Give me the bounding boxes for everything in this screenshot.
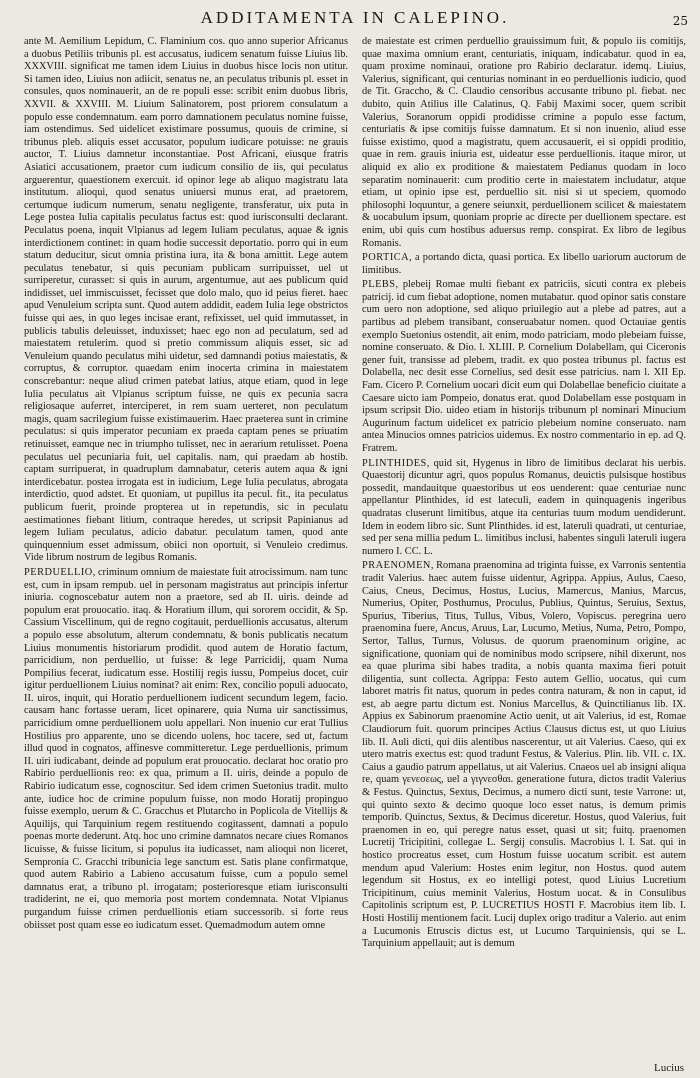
dictionary-entry (24, 36, 348, 565)
text-columns (24, 36, 686, 1064)
page-number: 25 (672, 14, 688, 28)
entry-headword: PORTICA (362, 252, 410, 264)
left-column (24, 36, 348, 1064)
running-header (0, 0, 700, 34)
dictionary-entry: PRAENOMEN, Romana praenomina ad triginta fuisse, ex Varronis sententia tradit Valerius. haec autem fuisse uidentur, Agrippa. Appius, Aulus, Caeso, Caius, Cneus, Decimus, Hostus, Lucius, Mamercus, Manius, Marcus, Numerius, Opiter, Posthumus, Proculus, Publius, Quintus, Seruius, Sextus, Spurius, Tiberius, Titus, Tullus, Vibus, Volero, Vopiscus. peregrina uero praenomina fuere, Ancus, Aruus, Lar, Lucumo, Metius, Numa, Petro, Pompo, Sertor, Tallus, Turnus, Volusus. de quorum praenominum origine, ac significatione, quoniam qui de nominibus modo scripsere, nihil dixerunt, nos ea quae plurima sibi habes tradita, a nobis quanta maxima fieri potuit diligentia, sunt collecta. Agrippa: Festo autem Gellio, uocatus, qui cum laboret matris fit natus, quorum in pedes contra naturam, & non in caput, id est, ab aegre partu dictum est. Nonius Marcellus, & Quinctilianus lib. IX. Appius ex Sabinorum praenomine Actio uenit, ut ait Valerius, id est, Romae Claudiorum fuit. quorum principes Actius Clausus dictus est, ut quo Liuius lib. II. Auli dicti, qui diis alentibus nascerentur, ut ait Valerius. Caeso, qui ex utero matris exectus est: quod tradunt Festus, & Valerius. Plin. lib. VII. c. IX. Caius a gaudio patrum appellatus, ut ait Valerius. Cnaeos uel ab insigni aliqua re, quam γενεσεως, uel a γιγνεσθαι. generatione futura, dictos tradit Valerius & Festus. Quinctus, Sextus, Decimus, a numero dicti sunt, teste Varrone: ut, qui quinto sexto & decimo quoque loco esset natus, is demum primis temporib. Quinctus, Sextus, & Decimus diceretur. Hostus, quod Valerius, fuit praenomen in eo, qui peregre natus esset, quasi ut sit; fuitq. praenomen Lucretij Tricipitini, collegae L. Sergij consulis. Macrobius l. I. Sat. qui in hostico procreatus esset, cum Hostum fuisse uocatum scribit. est autem mendum apud Valerium: Hostes enim legitur, non Hostus. quod autem legendum sit Hostus, ex eo intelligi potest, quod Liuius Lucretium Tricipitinum, cuius meminit Valerius, Hostum uocat. & in Consulibus Capitolinis scriptum est, P. LUCRETIUS HOSTI F. Macrobius item lib. I. Hosti Hostilij mentionem facit. Lucij duplex origo traditur a Valerio. aut enim a Lucumonis Etruscis dictus est, ut Lucumo Tarquiniensis, qui se L. Tarquinium appellauit; aut is demum (362, 560, 686, 950)
dictionary-entry: PLINTHIDES, quid sit, Hygenus in libro de limitibus declarat his uerbis. Quaestorij dicuntur agri, quos populus Romanus, deuictis pulsisque hostibus possedit, mandauitque quaestoribus ut eos uenderent: quae centuriae nunc appellantur Plinthides, id est lateculi, eadem in quinquagenis ingeribus quadratas cluserunt limitibus, atque ita centurias tuum modum uendiderunt. Idem in eodem libro sic. Sunt Plinthides. id est, lateruli quadrati, ut centuriae, sed per sena millia pedum L. limitibus inclusi, habentes singuli lateruli iugera numero I. CC. L. (362, 457, 686, 557)
dictionary-entry: PORTICA, a portando dicta, quasi portica. Ex libello uariorum auctorum de limitibus. (362, 252, 686, 276)
entry-text: Romana praenomina ad triginta fuisse, ex Varronis sententia tradit Valerius. haec autem fuisse uidentur, Agrippa. Appius, Aulus, Caeso, Caius, Cneus, Decimus, Hostus, Lucius, Mamercus, Manius, Marcus, Numerius, Opiter, Posthumus, Proculus, Publius, Quintus, Seruius, Sextus, Spurius, Tiberius, Titus, Tullus, Vibus, Volero, Vopiscus. peregrina uero praenomina fuere, Ancus, Aruus, Lar, Lucumo, Metius, Numa, Petro, Pompo, Sertor, Tallus, Turnus, Volusus. de quorum praenominum origine, ac significatione, quoniam qui de nominibus modo scripsere, nihil dixerunt, nos ea quae plurima sibi habes tradita, a nobis quanta maxima fieri potuit diligentia, sunt collecta. Agrippa: Festo autem Gellio, uocatus, qui cum laboret matris fit natus, quorum in pedes contra naturam, & non in caput, id est, ab aegre partu dictum est. Nonius Marcellus, & Quinctilianus lib. IX. Appius ex Sabinorum praenomine Actio uenit, ut ait Valerius, id est, Romae Claudiorum fuit. quorum principes Actius Clausus dictus est, ut quo Liuius lib. II. Auli dicti, qui diis alentibus nascerentur, ut ait Valerius. Caeso, qui ex utero matris exectus est: quod tradunt Festus, & Valerius. Plin. lib. VII. c. IX. Caius a gaudio patrum appellatus, ut ait Valerius. Cnaeos uel ab insigni aliqua re, quam γενεσεως, uel a γιγνεσθαι. generatione futura, dictos tradit Valerius & Festus. Quinctus, Sextus, Decimus, a numero dicti sunt, teste Varrone: ut, qui quinto sexto & decimo quoque loco esset natus, is demum primis temporib. Quinctus, Sextus, & Decimus diceretur. Hostus, quod Valerius, fuit praenomen in eo, qui peregre natus esset, quasi ut sit; fuitq. praenomen Lucretij Tricipitini, collegae L. Sergij consulis. Macrobius l. I. Sat. qui in hostico procreatus esset, cum Hostum fuisse uocatum scribit. est autem mendum apud Valerium: Hostes enim legitur, non Hostus. quod autem legendum sit Hostus, ex eo intelligi potest, quod Liuius Lucretium Tricipitinum, cuius meminit Valerius, Hostum uocat. & in Consulibus Capitolinis scriptum est, P. LUCRETIUS HOSTI F. Macrobius item lib. I. Hosti Hostilij mentionem facit. Lucij duplex origo traditur a Valerio. aut enim a Lucumonis Etruscis dictus est, ut Lucumo Tarquiniensis, qui se L. Tarquinium appellauit; aut is demum (362, 560, 686, 950)
entry-text: a portando dicta, quasi portica. Ex libello uariorum auctorum de limitibus. (362, 252, 686, 276)
entry-text: criminum omnium de maiestate fuit atrocissimum. nam tunc est, cum in ipsam rempub. uel in personam magistratus aut principis infertur iniuria. cognoscebatur autem non a praetore, sed ab II. uiris. deinde ad populum erat prouocatio. itaq. & Horatium illum, qui sororem occidit, & Sp. Cassium Viscellinum, qui de regno cogitauit, perduellionis accusatus, alterum a populo esse absolutum, alterum condemnatu, & bonis publicatis necatum Liuius monumentis historiarum prodidit. quod autem de Horatio factum, parricidium, non perduellio, ut fuisse: & lege Parricidij, quam Numa Pompilius fecerat, iudicatum esse. Hostilij regis iussu, Pompeius docet, cuir igitur perduellionem Liuius nominat? ait enim: Rex, concilio populi aduocato, II. uiros, inquit, qui Horatio perduellionem iudicent secundum legem, facio. causam hanc fortasse ueram, licet opinarere, quia Numa uir sanctissimus, parricidium omne perduellionem uolu appellari. Non inuenio cur erat Tullius Hostilius pro apparente, uno se dicendo uolens, hoc tacere, sed ut, factum illud quod in cognatos, affinesve committeretur. Lege perduellionis, primum II. uiri iudicabant, deinde ad populum erat prouocatio. declarat hoc oratio pro Rabirio perduellionis reo: ex qua, primum a II. uiris, deinde a populo de Rabirio iudicatum esse, cognoscitur. Sed idem crimen Suetonius tradit. multo ante, iudice hoc de crimine populum fuisse, non modo Horatij propinguo fuisse exemplo, uerum & C. Gracchus et Plutarcho in Poplicola de Vitellijs & Aquilijs, qui Tarquinium regem restituendo cogitassent, damnati a populo poenas morte dederunt. Atq. hoc uno crimine damnatos necare ciues Romanos licuisse, & fuisse licitum, si populus ita iudicasset, nam alioqui non liceret, Sempronia C. Gracchi tribunicia lege sanctum est. Satis plane confirmatque, quod autem Rabirio a Labieno accusatum fuisse, cum a populo semel damnatus erat, a tribuno pl. irrogatam; posterioresque etiam iurisconsulti tradiderint, ne ei, quo memoria post mortem condemnata. Notat Vlpianus purgandum fuisse crimen perduellionis etiam successorib. si forte reus obiisset post quam esse eo iudicatum esset. Quemadmodum autem omne (24, 566, 348, 931)
entry-headword: PLEBS (362, 279, 396, 291)
entry-text: quid sit, Hygenus in libro de limitibus declarat his uerbis. Quaestorij dicuntur agri, quos populus Romanus, deuictis pulsisque hostibus possedit, mandauitque quaestoribus ut eos uenderent: quae centuriae nunc appellantur Plinthides, id est lateculi, eadem in quinquagenis ingeribus quadratas cluserunt limitibus, atque ita centurias tuum modum uendiderunt. Idem in eodem libro sic. Sunt Plinthides. id est, lateruli quadrati, ut centuriae, sed per sena millia pedum L. limitibus inclusi, habentes singuli lateruli iugera numero I. CC. L. (362, 457, 686, 557)
entry-text: de maiestate est crimen perduellio grauissimum fuit, & populo iis comitijs, quae maxima omnium erant, centuriatis, iniquam, indicabatur. quod in ea, quam proxime nominaui, oratione pro Rabirio declaratur. idemq. Liuius, Valerius, significant, qui centurias nominant in eo perduellionis iudicio, quod de Tit. Graccho, & C. Claudio censoribus accusante tribuno pl. fiebat. nec dubito, quin Atilius ille Calatinus, Q. Fabij Maximi socer, quem scribit Valerius, Soranorum oppidi prodidisse crimine a populo esse factum, centuriatis & ipse comitijs fuisse damnatum. Et si non inuenio, aliud esse fuisse existimo, quod a magistratu, quem accusauerit, ei si oppidi proditio, quae in rem. grauis iniuria est, uideatur esse perduellionis. itaque miror, ut aliquid ex alio ex proditione & maiestatem Pedianus quodam in loco separatim nominauerit: cum proditio certe in maiestatem includatur, atque etiam, ut opinio ipse est, perduellio sit. nisi si ut speciem, quomodo philosophi loquuntur, a genere seiunxit, perduellionem scilicet & maiestatem & uocabulum ipsum, quoniam proprie ac directe per duellionem spectare. est enim, ubi quis cum hostibus aduersus remp. conspirat. Ex libro de legibus Romanis. (362, 36, 686, 249)
entry-headword: PLINTHIDES (362, 457, 427, 469)
entry-headword: PRAENOMEN (362, 560, 431, 572)
dictionary-entry: PERDUELLIO, criminum omnium de maiestate fuit atrocissimum. nam tunc est, cum in ipsam rempub. uel in personam magistratus aut principis infertur iniuria. cognoscebatur autem non a praetore, sed ab II. uiris. deinde ad populum erat prouocatio. itaq. & Horatium illum, qui sororem occidit, & Sp. Cassium Viscellinum, qui de regno cogitauit, perduellionis accusatus, alterum a populo esse absolutum, alterum condemnatu, & bonis publicatis necatum Liuius monumentis historiarum prodidit. quod autem de Horatio factum, parricidium, non perduellio, ut fuisse: & lege Parricidij, quam Numa Pompilius fecerat, iudicatum esse. Hostilij regis iussu, Pompeius docet, cuir igitur perduellionem Liuius nominat? ait enim: Rex, concilio populi aduocato, II. uiros, inquit, qui Horatio perduellionem iudicent secundum legem, facio. causam hanc fortasse ueram, licet opinarere, quia Numa uir sanctissimus, parricidium omne perduellionem uolu appellari. Non inuenio cur erat Tullius Hostilius pro apparente, uno se dicendo uolens, hoc tacere, sed ut, factum illud quod in cognatos, affinesve committeretur. Lege perduellionis, primum II. uiri iudicabant, deinde ad populum erat prouocatio. declarat hoc oratio pro Rabirio perduellionis reo: ex qua, primum a II. uiris, deinde a populo de Rabirio iudicatum esse, cognoscitur. Sed idem crimen Suetonius tradit. multo ante, iudice hoc de crimine populum fuisse, non modo Horatij propinguo fuisse exemplo, uerum & C. Gracchus et Plutarcho in Poplicola de Vitellijs & Aquilijs, qui Tarquinium regem restituendo cogitassent, damnati a populo poenas morte dederunt. Atq. hoc uno crimine damnatos necare ciues Romanos licuisse, & fuisse licitum, si populus ita iudicasset, nam alioqui non liceret, Sempronia C. Gracchi tribunicia lege sanctum est. Satis plane confirmatque, quod autem Rabirio a Labieno accusatum fuisse, cum a populo semel damnatus erat, a tribuno pl. irrogatam; posterioresque etiam iurisconsulti tradiderint, ne ei, quo memoria post mortem condemnata. Notat Vlpianus purgandum fuisse crimen perduellionis etiam successorib. si forte reus obiisset post quam esse eo iudicatum esset. Quemadmodum autem omne (24, 566, 348, 931)
running-title: ADDITAMENTA IN CALEPINO. (200, 8, 510, 27)
entry-headword: PERDUELLIO (24, 566, 93, 578)
right-column (362, 36, 686, 1064)
dictionary-entry (362, 36, 686, 250)
entry-text: plebeij Romae multi fiebant ex patriciis, sicuti contra ex plebeis patricij. id cum fiebat adoptione, nomen mutabatur. quod opinor satis constare cum uero non adoptione, sed aliquo priuilegio aut a plebe ad patres, aut a partibus ad plebem transibant, conseruabatur nomen. quod Octauiae gentis exemplo Suetonius ostendit, ait enim, modo patriciam, modo plebeiam fuisse, nomine conseruato. & Dio. l. XLIII. P. Cornelium Dolabellam, qui Ciceronis gener fuit, transisse ad plebem, tradit. ex quo postea tribunus pl. factus est Dolabella, nec desit esse Cornelius, sed desit esse patricius. nam l. XII Ep. Fam. Cicero P. Cornelium uocari dicit eum qui Dolabellae beneficio ciuitate a Caesare uicto iam Pompeio, donatus erat. quod Dolabellam esse postquam in ipsum scripsit Dio. uideo etiam in historijs tribunum pl nominari Minucium Augurinum factum uidelicet ex patricio plebeium nomine conseruato. nam antea Minucios omnes patricios uidemus. Ex nostro commentario in ep. ad Q. Fratrem. (362, 279, 686, 454)
catchword: Lucius (654, 1062, 684, 1074)
dictionary-entry: PLEBS, plebeij Romae multi fiebant ex patriciis, sicuti contra ex plebeis patricij. id cum fiebat adoptione, nomen mutabatur. quod opinor satis constare cum uero non adoptione, sed aliquo priuilegio aut a plebe ad patres, aut a partibus ad plebem transibant, conseruabatur nomen. quod Octauiae gentis exemplo Suetonius ostendit, ait enim, modo patriciam, modo plebeiam fuisse, nomine conseruato. & Dio. l. XLIII. P. Cornelium Dolabellam, qui Ciceronis gener fuit, transisse ad plebem, tradit. ex quo postea tribunus pl. factus est Dolabella, nec desit esse Cornelius, sed desit esse patricius. nam l. XII Ep. Fam. Cicero P. Cornelium uocari dicit eum qui Dolabellae beneficio ciuitate a Caesare uicto iam Pompeio, donatus erat. quod Dolabellam esse postquam in ipsum scripsit Dio. uideo etiam in historijs tribunum pl nominari Minucium Augurinum factum uidelicet ex patricio plebeium nomine conseruato. nam antea Minucios omnes patricios uidemus. Ex nostro commentario in ep. ad Q. Fratrem. (362, 279, 686, 454)
entry-text: ante M. Aemilium Lepidum, C. Flaminium cos. quo anno superior Africanus a duobus Petiliis tribunis pl. est accusatus, iudicem senatum fuisse Liuius lib. XXXVIII. significat me tamen idem Liuius in duobus hisce locis non utitur. Si tamen ideo, Liuius non adiicit, senatus ne, an peculatus tribunis pl. esset in consules, quos nominauerit, an de re populi esse: scribit enim duobus libris, XXVII. & XXVIII. M. Liuium Salinatorem, post priorem consulatum a populo esse condemnatum. eam porro damnationem peculatus nomine fuisse, iam ostendimus. Sed uidelicet existimare possumus, quouis de crimine, si tribunus pleb. aliquis esset accusator, populum iudicare potuisse: ne grauis auctor, T. Liuius damnetur inconstantiae. Post Africani, eiusque fratris Asiatici accusationem, praetor cum iudicum consilio de iis, qui peculatus arguerentur, quaestionem exercuit. id opinor lege ab aliquo magistratu lata institutum. alioqui, quod senatus uniuersi munus erat, ad praetorem, certumque iudicum numerum, senatu negligente, transferatur, uix puta in Lege postea Iulia capitalis peculatus factus est: quod iurisconsulti declarant. Peculatus poena, inquit Vlpianus ad legem Iuliam peculatus, aquae & ignis interdictionem continet: in quam hodie successit deportatio. porro qui in eum statum deducitur, sicut omnia pristina iura, ita & bona amittit. Lege autem peculatus tenebatur, si quis pecuniam publicam surripuisset, uel ut surriperetur, curasset: si quis in aurum, argentumue, aut aes publicum quid indidisset, uel immiscuisset, fecisset que dolo malo, quo id peius fieret. haec apud Venuleium scripta sunt. Quod autem addidit, eadem Iulia lege obstrictos fuisse qui aes, in quo leges incisae erant, refixisset, uel quid immutasset, in publicis tabulis deleuisset, induxisset; haec ego non ad peculatum, sed ad maiestatem retulerim. quod si pretio commissum aliquis esset, sic ad Venuleium quando peculatus mihi uidetur, sed damnandi potius maiestatis, & corruptus, & corruptor. quaedam enim inocerta crimina in maiestatem conscrebantur: neque aliud crimen patebat latius, atque etiam, quod in lege Iulia peculatus ait Vlpianus scriptum fuisse, ne quis ex pecunia sacra religiosaque auferret, interciperet, in rem suam uerteret, non peculatum magis, quam sacrilegium fuisse existimauerim. Haec praeterea sunt in crimine peculatus: si quis imperator pecuniam ex praeda captam penes se priuatim retinuisset, eamque nec in triumpho tulisset, nec in aerarium retulisset. Poena peculatus uel pecuniaria fuit, uel capitalis. nam, qui praedam ab hostib. captam surripuerat, in quadruplum damnabatur, ceteris autem aqua & igni interdicebatur. postea irrogata est in iudicium, Lege Iulia peculatus, abrogata interdictio, quod adstet. Et quoniam, ut pupillus ita pecul. fit., ita peculatus publicum fuerit, proinde propterea ut in repetundis, sic in peculatu aestimationes fiebant litium, contraque heredes, ut scripsit Papinianus ad legem Iuliam peculatus, adicio dabatur. peculatum tamen, quod ante quinquennium esset admissum, obiici non oportuit, si Venuleio credimus. Vide librum nostrum de legibus Romanis. (24, 36, 348, 564)
